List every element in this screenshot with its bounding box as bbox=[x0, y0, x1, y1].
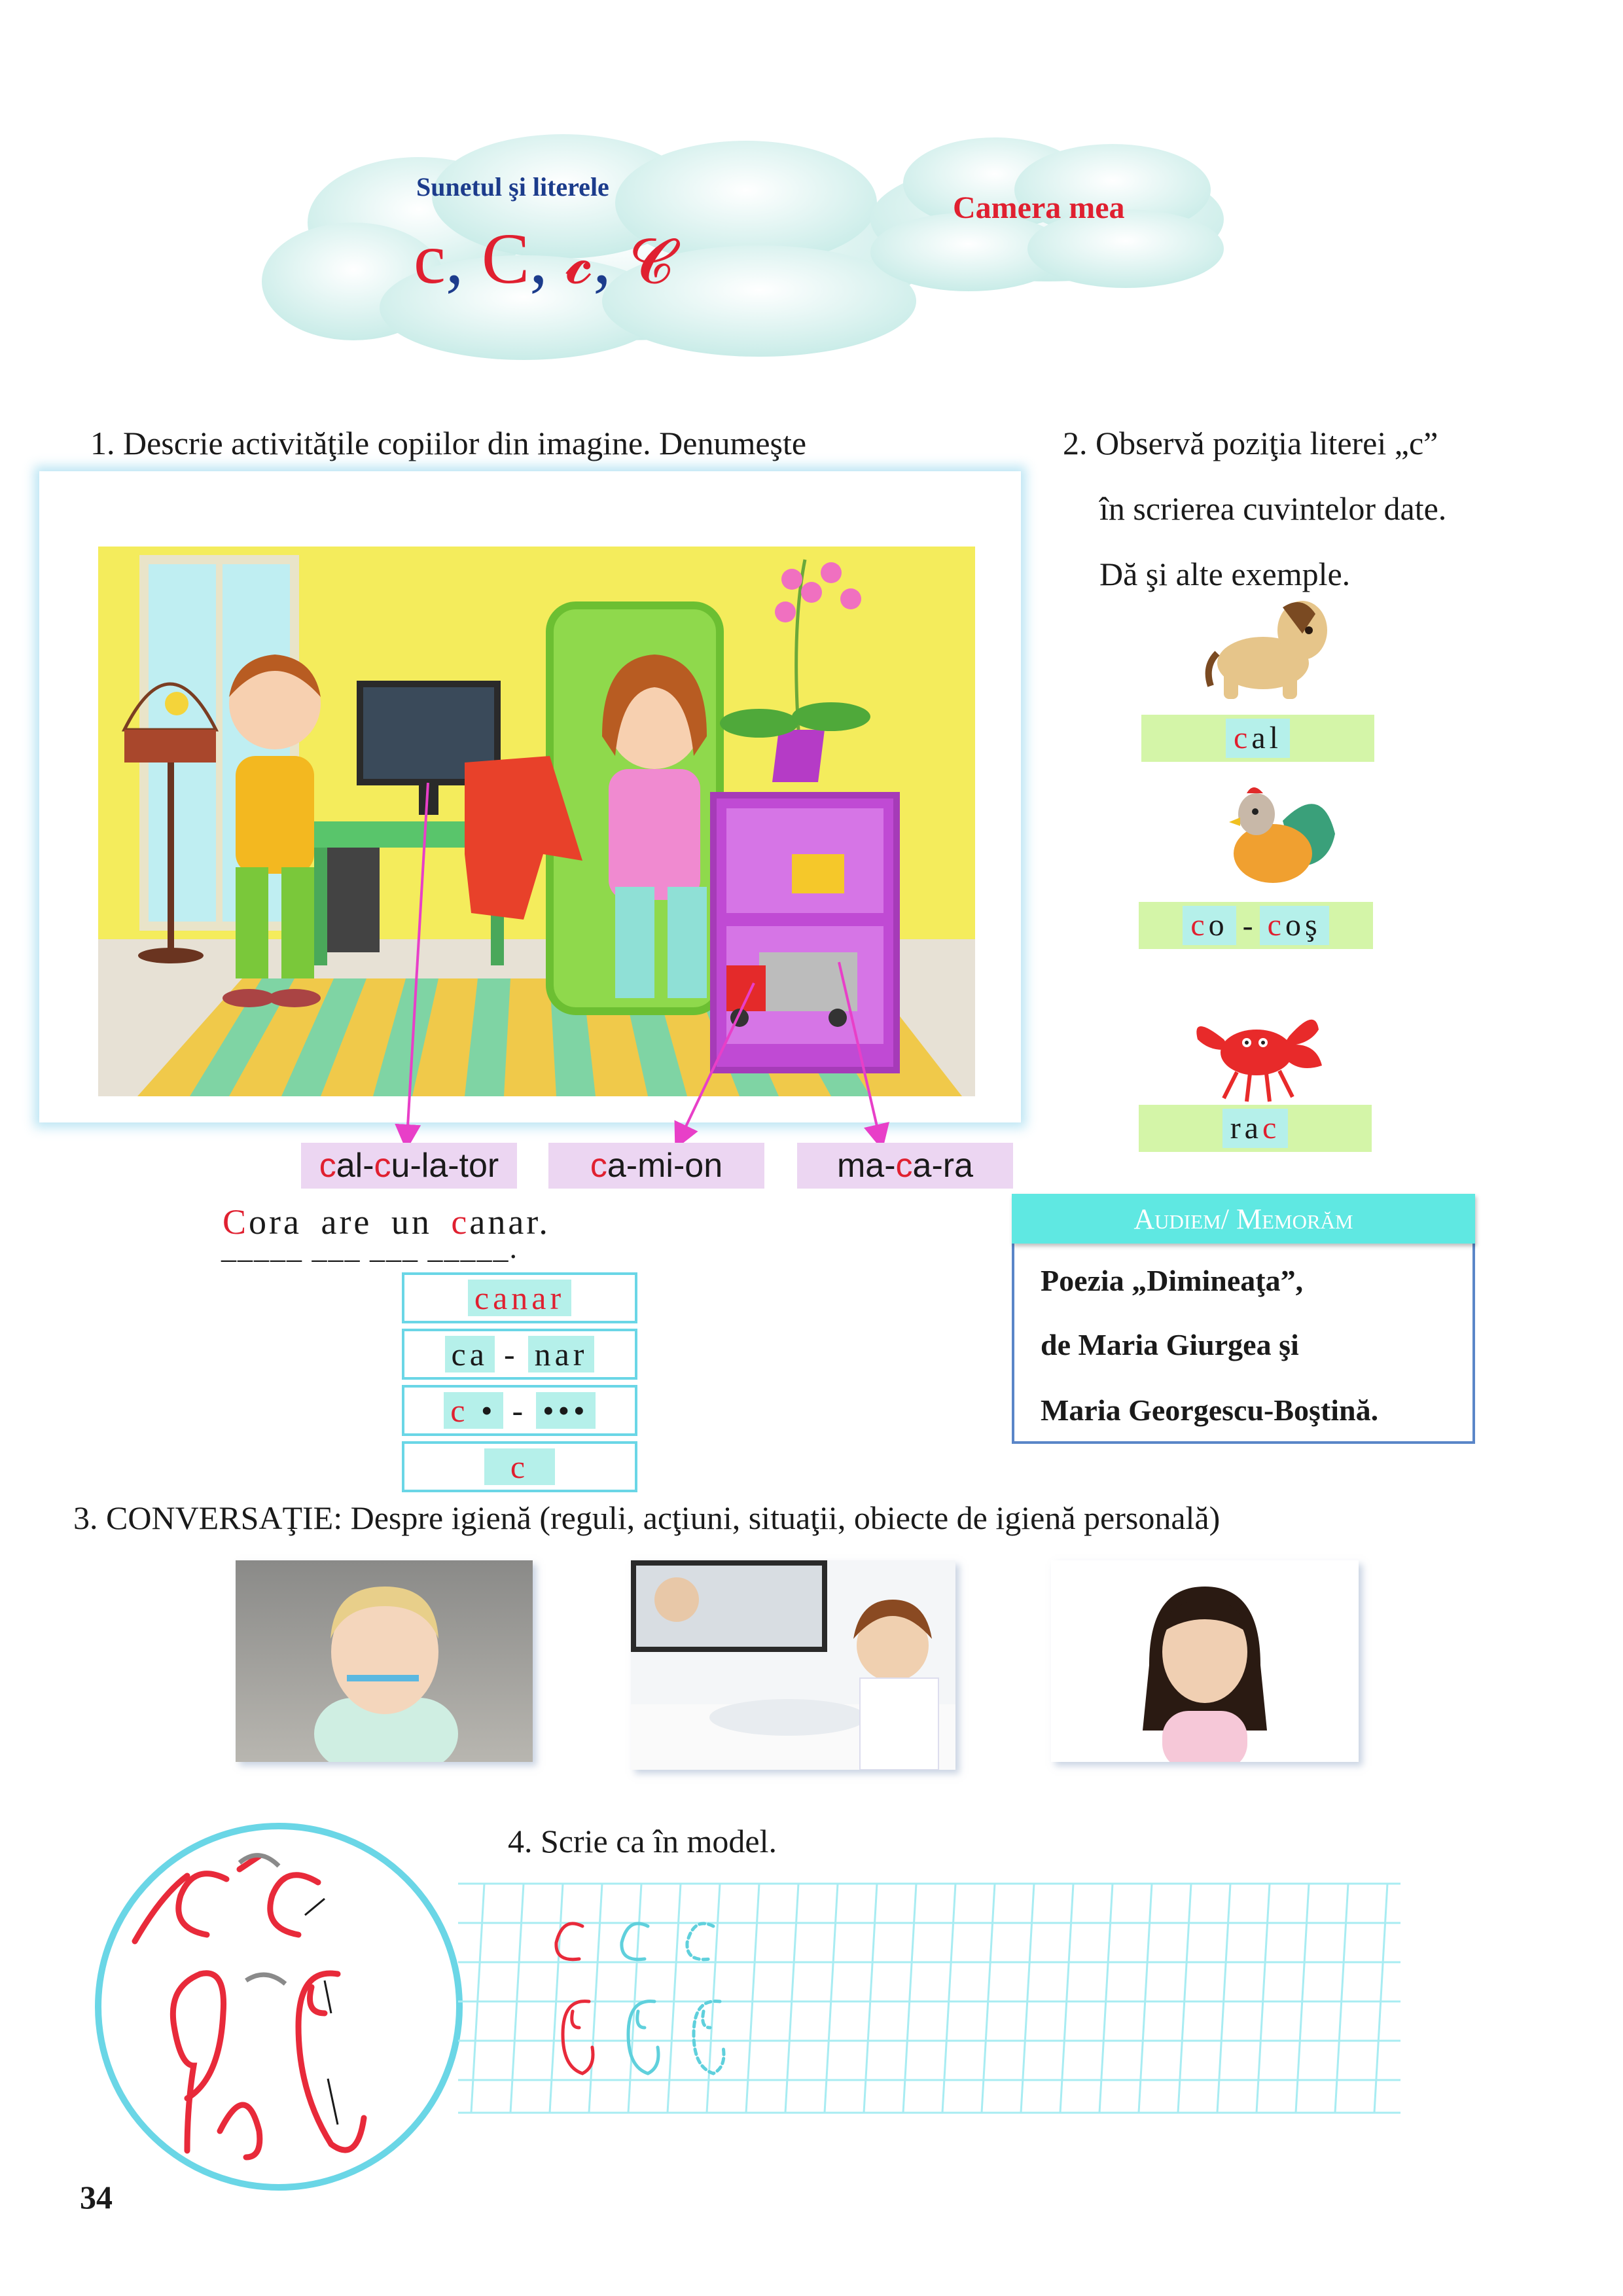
analysis-syllable-box: ca - nar bbox=[402, 1329, 637, 1380]
example-box-cocos: co - coş bbox=[1139, 902, 1373, 949]
task2-line1: 2. Observă poziţia literei „c” bbox=[1063, 425, 1438, 461]
lesson-topic: Camera mea bbox=[953, 190, 1125, 225]
word-box-camion: c a-mi-on bbox=[548, 1143, 764, 1189]
audiem-line1: Poezia „Dimineaţa”, bbox=[1041, 1264, 1304, 1297]
lesson-letters: c, C, 𝓬, 𝓒 bbox=[414, 219, 673, 298]
letter-model-circle bbox=[89, 1817, 469, 2197]
photo-boy-washing-hands bbox=[631, 1560, 955, 1770]
analysis-word-box: canar bbox=[402, 1272, 637, 1323]
rooster-icon bbox=[1211, 775, 1342, 893]
task3-heading: 3. CONVERSAŢIE: Despre igienă (reguli, acţiuni, situaţii, obiecte de igienă personală) bbox=[73, 1499, 1221, 1536]
audiem-header bbox=[1012, 1194, 1475, 1244]
task4-heading: 4. Scrie ca în model. bbox=[508, 1823, 777, 1859]
photo-girl-touching-hair bbox=[1051, 1560, 1359, 1762]
photo-girl-brushing-teeth bbox=[236, 1560, 533, 1762]
lesson-title: Sunetul şi literele bbox=[416, 172, 609, 202]
handwriting-grid bbox=[458, 1871, 1400, 2119]
letter-c-print: c bbox=[414, 219, 446, 298]
example-box-rac: rac bbox=[1139, 1105, 1372, 1152]
sentence: Cora are un canar. bbox=[223, 1202, 550, 1242]
analysis-letter-box: c bbox=[402, 1441, 637, 1492]
letter-c-cursive: 𝓬 bbox=[565, 227, 594, 296]
task2-line2: în scrierea cuvintelor date. bbox=[1099, 490, 1447, 527]
letter-C-cursive: 𝓒 bbox=[629, 227, 673, 296]
crayfish-icon bbox=[1185, 1000, 1329, 1105]
horse-icon bbox=[1204, 594, 1335, 706]
letter-C-print: C bbox=[481, 219, 530, 298]
example-box-cal: cal bbox=[1141, 715, 1374, 762]
task2-line3: Dă şi alte exemple. bbox=[1099, 556, 1351, 592]
audiem-line2: de Maria Giurgea şi bbox=[1041, 1328, 1299, 1361]
word-box-macara: ma- c a-ra bbox=[797, 1143, 1013, 1189]
sentence-scheme-lines: _____ ___ ___ _____. bbox=[221, 1231, 518, 1265]
analysis-sound-box: c • - ••• bbox=[402, 1385, 637, 1436]
task1-line1: 1. Descrie activităţile copiilor din imagine. Denumeşte bbox=[90, 425, 807, 461]
word-box-calculator: c al- c u-la-tor bbox=[301, 1143, 517, 1189]
page-number: 34 bbox=[80, 2179, 113, 2215]
audiem-line3: Maria Georgescu-Boştină. bbox=[1041, 1393, 1379, 1427]
audiem-title: Audiem/ Memorăm bbox=[1133, 1202, 1353, 1235]
